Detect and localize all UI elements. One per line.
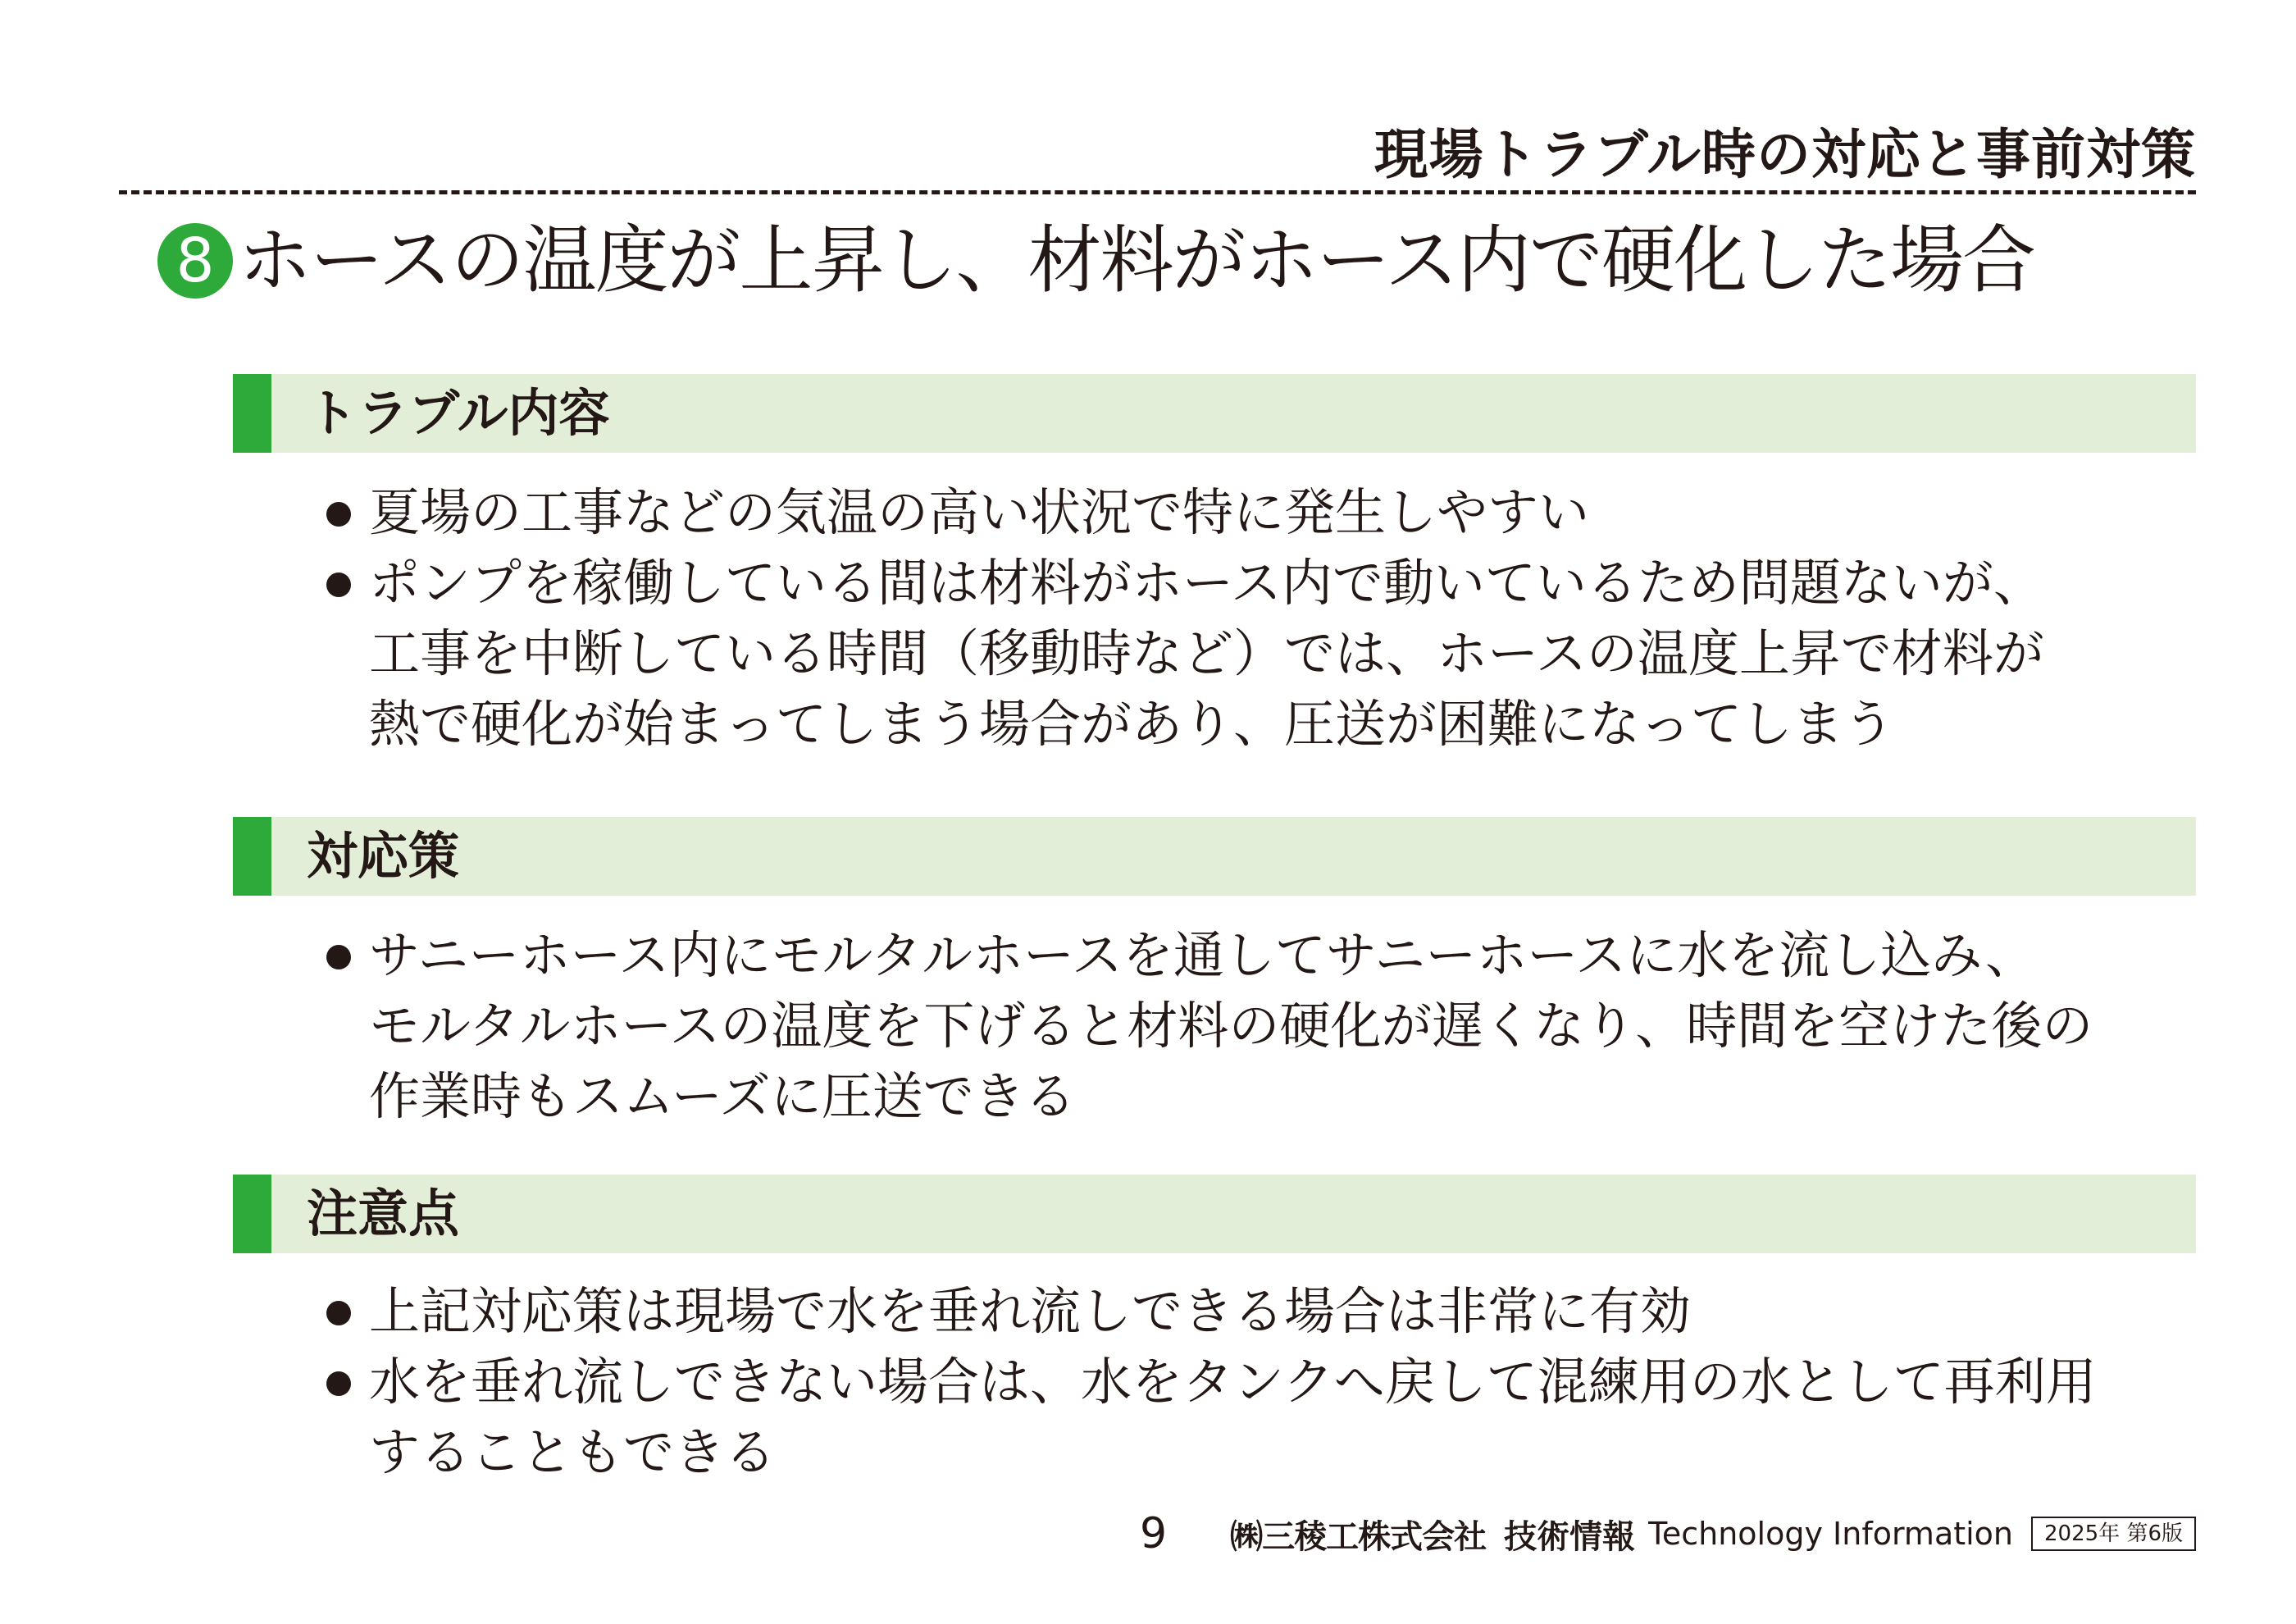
list-item-text: 夏場の工事などの気温の高い状況で特に発生しやすい xyxy=(369,482,1590,542)
tech-info-label: 技術情報 xyxy=(1504,1517,1636,1556)
bullet-icon xyxy=(326,502,351,527)
list-item xyxy=(321,1347,2207,1488)
bullet-icon xyxy=(326,945,351,969)
footer xyxy=(1230,1509,2196,1558)
main-title-text: ホースの温度が上昇し、材料がホース内で硬化した場合 xyxy=(238,217,2034,303)
header-title: 現場トラブル時の対応と事前対策 xyxy=(1374,123,2196,186)
company-logo: ㈱三稜工株式会社 xyxy=(1230,1517,1487,1556)
caution-list xyxy=(321,1276,2207,1488)
trouble-list xyxy=(321,477,2207,760)
section-label: 注意点 xyxy=(307,1184,460,1243)
list-item xyxy=(321,477,2207,548)
section-header-countermeasure xyxy=(233,817,2196,896)
section-accent xyxy=(233,817,271,896)
list-item-text: 作業時もスムーズに圧送できる xyxy=(369,1066,1076,1126)
list-item-text: モルタルホースの温度を下げると材料の硬化が遅くなり、時間を空けた後の xyxy=(369,996,2093,1056)
list-item-text: ポンプを稼働している間は材料がホース内で動いているため問題ないが、 xyxy=(369,553,2044,613)
page-number: 9 xyxy=(1140,1509,1168,1558)
bullet-icon xyxy=(326,1301,351,1325)
number-badge: 8 xyxy=(157,223,233,299)
tech-info-label-en: Technology Information xyxy=(1648,1516,2014,1552)
list-item xyxy=(321,920,2207,1132)
bullet-icon xyxy=(326,1371,351,1396)
section-header-caution xyxy=(233,1175,2196,1253)
list-item-text: 工事を中断している時間（移動時など）では、ホースの温度上昇で材料が xyxy=(369,623,2044,683)
section-label: 対応策 xyxy=(307,826,460,886)
list-item-text: することもできる xyxy=(369,1422,777,1482)
header-divider xyxy=(119,190,2196,194)
section-label: トラブル内容 xyxy=(307,383,610,443)
list-item-text: 上記対応策は現場で水を垂れ流しできる場合は非常に有効 xyxy=(369,1281,1692,1341)
list-item-text: 水を垂れ流しできない場合は、水をタンクへ戻して混練用の水として再利用 xyxy=(369,1352,2097,1412)
list-item-text: 熱で硬化が始まってしまう場合があり、圧送が困難になってしまう xyxy=(369,694,1895,754)
list-item-text: サニーホース内にモルタルホースを通してサニーホースに水を流し込み、 xyxy=(369,925,2036,985)
section-accent xyxy=(233,374,271,453)
list-item xyxy=(321,1276,2207,1347)
edition-badge: 2025年 第6版 xyxy=(2031,1517,2196,1551)
section-header-trouble xyxy=(233,374,2196,453)
main-title xyxy=(157,217,2034,303)
list-item xyxy=(321,548,2207,760)
bullet-icon xyxy=(326,573,351,597)
countermeasure-list xyxy=(321,920,2207,1132)
section-accent xyxy=(233,1175,271,1253)
